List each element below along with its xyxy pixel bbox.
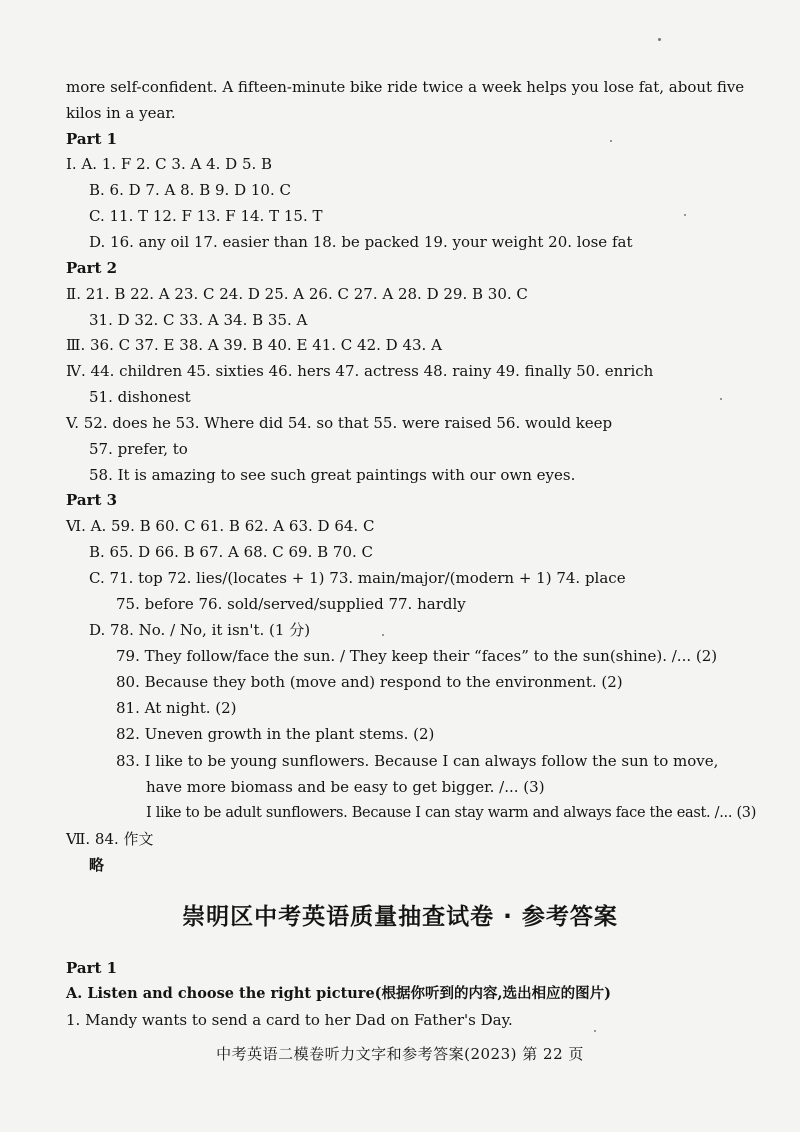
answer-line: C. 11. T 12. F 13. F 14. T 15. T [89,207,323,225]
scan-speck [720,398,722,400]
section-heading-part-1-second: Part 1 [66,959,118,977]
scan-speck [594,1030,596,1032]
answer-line: D. 78. No. / No, it isn't. (1 分) [89,621,311,639]
answer-line: B. 6. D 7. A 8. B 9. D 10. C [89,181,291,199]
answer-line: 略 [89,856,105,874]
scan-speck [382,634,384,636]
answer-line: C. 71. top 72. lies/(locates + 1) 73. main/major/(modern + 1) 74. place [89,569,626,587]
scan-speck [658,38,661,41]
answer-line: Ⅶ. 84. 作文 [66,830,154,848]
instruction-heading: A. Listen and choose the right picture(根据你听到的内容,选出相应的图片) [66,985,611,1002]
answer-line: 79. They follow/face the sun. / They keep their “faces” to the sun(shine). /... (2) [116,647,718,665]
answer-line: 80. Because they both (move and) respond to the environment. (2) [116,673,623,691]
answer-line: 81. At night. (2) [116,699,237,717]
section-title: 崇明区中考英语质量抽查试卷 · 参考答案 [182,904,618,930]
answer-line: I. A. 1. F 2. C 3. A 4. D 5. B [66,155,273,173]
answer-line: V. 52. does he 53. Where did 54. so that 55. were raised 56. would keep [66,414,613,432]
answer-line: 51. dishonest [89,388,191,406]
answer-line: Ⅳ. 44. children 45. sixties 46. hers 47. actress 48. rainy 49. finally 50. enrich [66,362,654,380]
page-footer: 中考英语二模卷听力文字和参考答案(2023) 第 22 页 [216,1045,584,1063]
answer-line: 31. D 32. C 33. A 34. B 35. A [89,311,308,329]
answer-line: have more biomass and be easy to get bigger. /... (3) [146,778,545,796]
section-heading-part-1: Part 1 [66,130,118,148]
section-heading-part-2: Part 2 [66,259,118,277]
text-line: more self-confident. A fifteen-minute bike ride twice a week helps you lose fat, about five [66,78,745,96]
text-line: kilos in a year. [66,104,176,122]
answer-line: 58. It is amazing to see such great paintings with our own eyes. [89,466,576,484]
scan-speck [684,214,686,216]
answer-line: Ⅵ. A. 59. B 60. C 61. B 62. A 63. D 64. C [66,517,375,535]
answer-line: 75. before 76. sold/served/supplied 77. hardly [116,595,466,613]
answer-line: B. 65. D 66. B 67. A 68. C 69. B 70. C [89,543,373,561]
section-heading-part-3: Part 3 [66,491,118,509]
answer-line: 83. I like to be young sunflowers. Because I can always follow the sun to move, [116,752,719,770]
answer-line: 82. Uneven growth in the plant stems. (2) [116,725,435,743]
question-line: 1. Mandy wants to send a card to her Dad on Father's Day. [66,1011,513,1029]
answer-line: Ⅲ. 36. C 37. E 38. A 39. B 40. E 41. C 42. D 43. A [66,336,442,354]
answer-line: D. 16. any oil 17. easier than 18. be packed 19. your weight 20. lose fat [89,233,633,251]
answer-line: I like to be adult sunflowers. Because I can stay warm and always face the east. /... (3) [146,805,757,821]
answer-line: Ⅱ. 21. B 22. A 23. C 24. D 25. A 26. C 27. A 28. D 29. B 30. C [66,285,528,303]
answer-line: 57. prefer, to [89,440,188,458]
scan-speck [610,140,612,142]
